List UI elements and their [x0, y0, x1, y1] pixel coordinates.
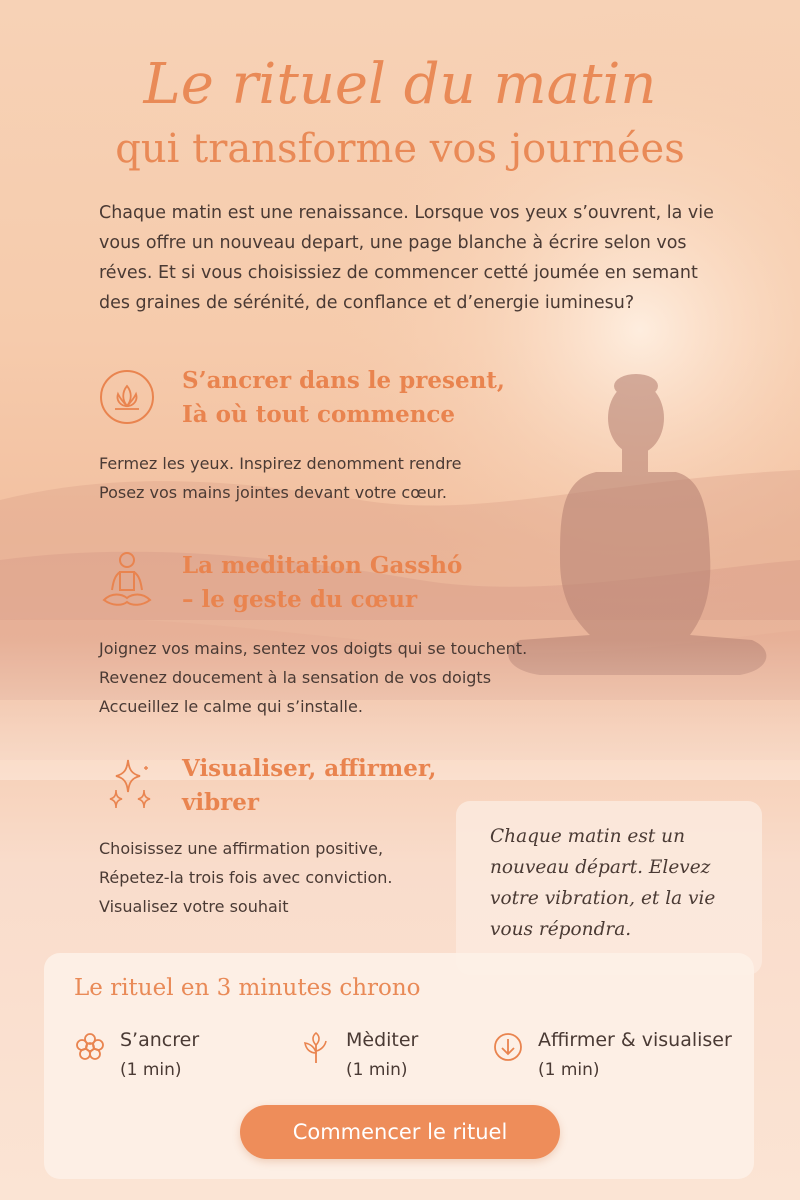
section-text-line: Choisissez une affirmation positive,	[99, 839, 384, 858]
ritual-step-label: Mèditer	[346, 1029, 419, 1051]
ritual-card-title: Le rituel en 3 minutes chrono	[74, 975, 421, 1001]
section-text-line: Accueillez le calme qui s’installe.	[99, 697, 363, 716]
section-text-line: Répetez-la trois fois avec conviction.	[99, 868, 393, 887]
section-text-visualiser	[99, 834, 392, 921]
sparkles-icon	[104, 758, 156, 814]
section-text-meditation	[99, 634, 527, 721]
section-text-line: Revenez doucement à la sensation de vos doigts	[99, 668, 492, 687]
ritual-step-duration: (1 min)	[120, 1060, 182, 1080]
quote-box	[456, 801, 762, 975]
ritual-step-duration: (1 min)	[538, 1060, 600, 1080]
ritual-summary-card	[44, 953, 754, 1179]
section-text-line: Fermez les yeux. Inspirez denomment rendre	[99, 454, 462, 473]
quote-text: Chaque matin est un nouveau départ. Elevez votre vibration, et la vie vous répondra.	[490, 826, 716, 940]
section-text-line: Joignez vos mains, sentez vos doigts qui se touchent.	[99, 639, 528, 658]
lotus-sprout-icon	[300, 1031, 332, 1065]
arrow-down-circle-icon	[492, 1031, 524, 1063]
page-subtitle: qui transforme vos journées	[115, 126, 685, 172]
meditation-person-icon	[98, 550, 156, 612]
section-title-visualiser: Visualiser, affirmer, vibrer	[182, 755, 437, 816]
section-title-meditation: La meditation Gasshó – le geste du cœur	[182, 552, 463, 613]
section-title-ancrer: S’ancrer dans le present, Ià où tout commence	[182, 367, 505, 428]
ritual-step-label: Affirmer & visualiser	[538, 1029, 732, 1051]
section-text-line: Posez vos mains jointes devant votre cœur.	[99, 483, 447, 502]
intro-paragraph: Chaque matin est une renaissance. Lorsque vos yeux s’ouvrent, la vie vous offre un nouveau depart, une page blanche à écrire selon vos réves. Et si vous choisissiez de commencer cetté joumée en semant des graines de sérénité, de conflance et d’energie iuminesu?	[99, 203, 714, 313]
section-text-line: Visualisez votre souhait	[99, 897, 289, 916]
start-ritual-button[interactable]: Commencer le rituel	[240, 1105, 560, 1159]
section-text-ancrer	[99, 449, 461, 507]
ritual-step-duration: (1 min)	[346, 1060, 408, 1080]
page-title: Le rituel du matin	[143, 52, 657, 117]
lotus-icon	[98, 368, 156, 426]
flower-icon	[74, 1031, 106, 1063]
ritual-step-label: S’ancrer	[120, 1029, 200, 1051]
